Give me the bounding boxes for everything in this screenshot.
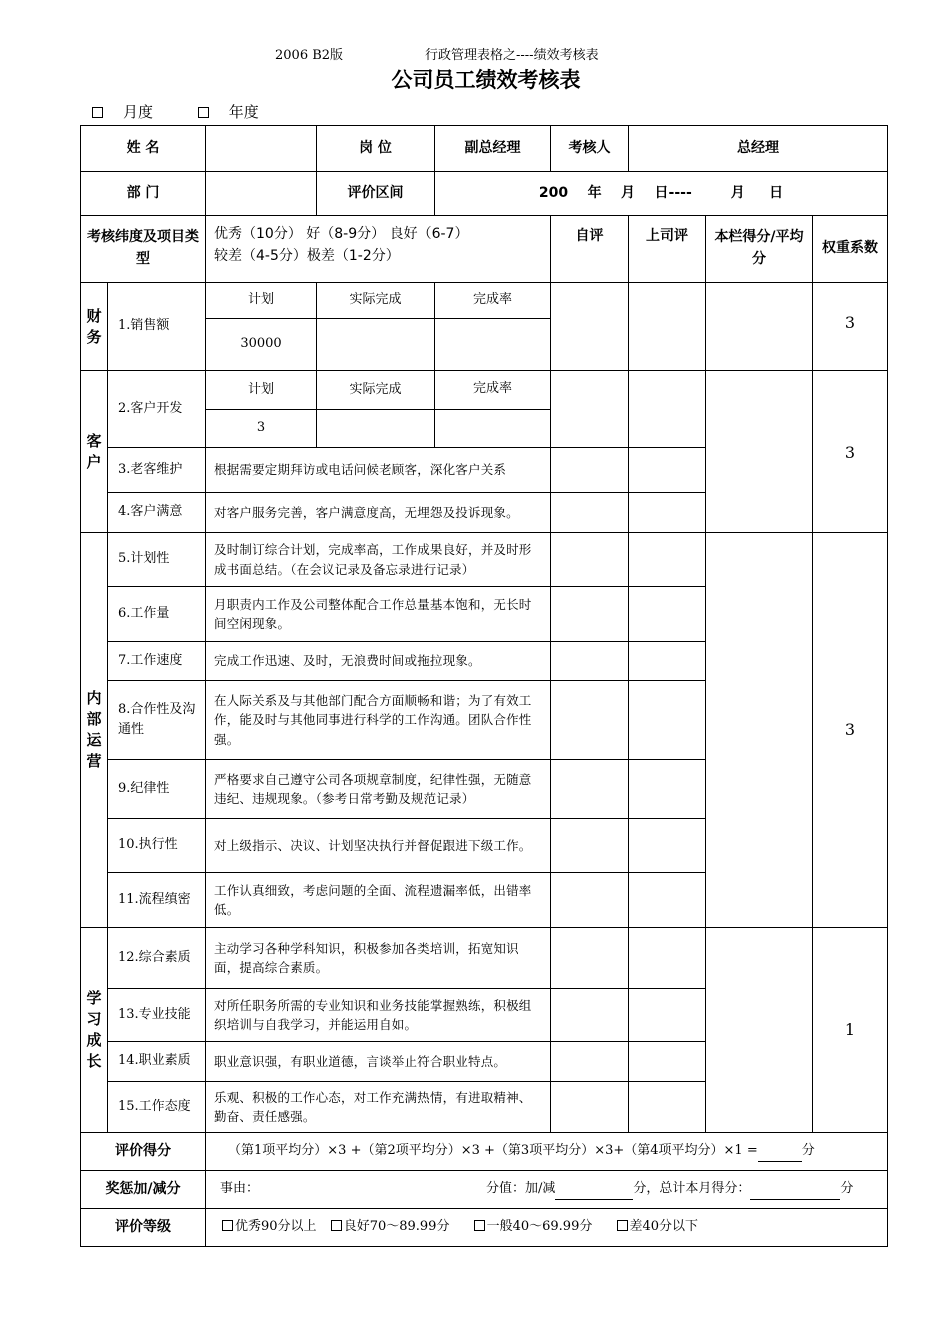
item-label: 8.合作性及沟通性: [108, 681, 206, 760]
dept-field[interactable]: [206, 172, 317, 216]
checkbox-icon[interactable]: [92, 107, 103, 118]
rate-header: 完成率: [435, 283, 551, 319]
grade-poor-option[interactable]: 差40分以下: [617, 1219, 699, 1234]
item-label: 3.老客维护: [108, 448, 206, 493]
weight-value: 3: [813, 533, 888, 928]
grade-excellent-option[interactable]: 优秀90分以上: [222, 1219, 317, 1234]
weight-value: 3: [813, 371, 888, 533]
superior-score-cell[interactable]: [629, 1082, 706, 1133]
checkbox-icon[interactable]: [617, 1220, 628, 1231]
superior-score-cell[interactable]: [629, 1042, 706, 1082]
superior-score-cell[interactable]: [629, 283, 706, 371]
rate-value-cell[interactable]: [435, 410, 551, 448]
dept-label: 部 门: [81, 172, 206, 216]
actual-value-cell[interactable]: [317, 410, 435, 448]
score-avg-header: 本栏得分/平均分: [706, 216, 813, 283]
actual-value-cell[interactable]: [317, 319, 435, 371]
version-label: 2006 B2版: [275, 48, 344, 63]
bonus-value-blank[interactable]: [555, 1179, 633, 1200]
item-label: 14.职业素质: [108, 1042, 206, 1082]
item-description: 及时制订综合计划，完成率高，工作成果良好，并及时形成书面总结。（在会议记录及备忘录进行记录）: [206, 533, 551, 587]
superior-score-cell[interactable]: [629, 819, 706, 873]
self-score-cell[interactable]: [551, 681, 629, 760]
section-score-cell[interactable]: [706, 371, 813, 533]
item-description: 对上级指示、决议、计划坚决执行并督促跟进下级工作。: [206, 819, 551, 873]
actual-header: 实际完成: [317, 371, 435, 410]
appraisal-table: [80, 125, 888, 1247]
superior-score-cell[interactable]: [629, 873, 706, 928]
item-label: 10.执行性: [108, 819, 206, 873]
name-field[interactable]: [206, 126, 317, 172]
item-label: 4.客户满意: [108, 493, 206, 533]
item-description: 工作认真细致，考虑问题的全面、流程遗漏率低，出错率低。: [206, 873, 551, 928]
weight-value: 3: [813, 283, 888, 371]
item-label: 1.销售额: [108, 283, 206, 371]
weight-value: 1: [813, 928, 888, 1133]
total-score-blank[interactable]: [758, 1141, 802, 1162]
period-selector: [92, 101, 299, 122]
superior-score-cell[interactable]: [629, 928, 706, 989]
item-description: 对客户服务完善，客户满意度高，无埋怨及投诉现象。: [206, 493, 551, 533]
item-description: 在人际关系及与其他部门配合方面顺畅和谐；为了有效工作，能及时与其他同事进行科学的工作沟通。团队合作性强。: [206, 681, 551, 760]
bonus-label: 奖惩加/减分: [81, 1171, 206, 1209]
self-score-cell[interactable]: [551, 1082, 629, 1133]
superior-score-cell[interactable]: [629, 533, 706, 587]
item-description: 主动学习各种学科知识，积极参加各类培训，拓宽知识面，提高综合素质。: [206, 928, 551, 989]
grade-label: 评价等级: [81, 1209, 206, 1247]
reviewer-label: 考核人: [551, 126, 629, 172]
month-total-blank[interactable]: [750, 1179, 840, 1200]
grade-good-option[interactable]: 良好70～89.99分: [331, 1219, 450, 1234]
weight-header: 权重系数: [813, 216, 888, 283]
item-description: 乐观、积极的工作心态，对工作充满热情，有进取精神、勤奋、责任感强。: [206, 1082, 551, 1133]
item-description: 完成工作迅速、及时，无浪费时间或拖拉现象。: [206, 642, 551, 681]
score-label: 评价得分: [81, 1133, 206, 1171]
score-formula: （第1项平均分）×3 +（第2项平均分）×3 +（第3项平均分）×3+（第4项平均分）×1 =: [228, 1142, 758, 1158]
checkbox-icon[interactable]: [474, 1220, 485, 1231]
category-finance: 财务: [81, 283, 108, 371]
item-label: 6.工作量: [108, 587, 206, 642]
actual-header: 实际完成: [317, 283, 435, 319]
section-score-cell[interactable]: [706, 533, 813, 928]
plan-header: 计划: [206, 371, 317, 410]
name-label: 姓 名: [81, 126, 206, 172]
interval-label: 评价区间: [317, 172, 435, 216]
superior-score-cell[interactable]: [629, 642, 706, 681]
item-label: 9.纪律性: [108, 760, 206, 819]
self-score-cell[interactable]: [551, 283, 629, 371]
self-score-cell[interactable]: [551, 642, 629, 681]
self-score-cell[interactable]: [551, 533, 629, 587]
self-score-cell[interactable]: [551, 928, 629, 989]
dimension-header: 考核纬度及项目类型: [81, 216, 206, 283]
section-score-cell[interactable]: [706, 928, 813, 1133]
item-label: 12.综合素质: [108, 928, 206, 989]
rate-value-cell[interactable]: [435, 319, 551, 371]
self-score-cell[interactable]: [551, 587, 629, 642]
item-label: 11.流程缜密: [108, 873, 206, 928]
category-operations: 内部运营: [81, 533, 108, 928]
superior-score-cell[interactable]: [629, 681, 706, 760]
self-score-cell[interactable]: [551, 760, 629, 819]
superior-score-cell[interactable]: [629, 989, 706, 1042]
superior-score-cell[interactable]: [629, 448, 706, 493]
item-label: 13.专业技能: [108, 989, 206, 1042]
interval-value[interactable]: 200 年 月 日---- 月 日: [435, 172, 888, 216]
item-description: 对所任职务所需的专业知识和业务技能掌握熟练，积极组织培训与自我学习，并能运用自如。: [206, 989, 551, 1042]
superior-score-cell[interactable]: [629, 587, 706, 642]
rate-header: 完成率: [435, 371, 551, 410]
score-formula-row: （第1项平均分）×3 +（第2项平均分）×3 +（第3项平均分）×3+（第4项平均分）×1 = 分: [206, 1133, 888, 1171]
item-description: 严格要求自己遵守公司各项规章制度，纪律性强，无随意违纪、违规现象。（参考日常考勤及规范记录）: [206, 760, 551, 819]
superior-score-cell[interactable]: [629, 493, 706, 533]
self-score-cell[interactable]: [551, 989, 629, 1042]
self-score-cell[interactable]: [551, 371, 629, 448]
superior-score-cell[interactable]: [629, 760, 706, 819]
checkbox-icon[interactable]: [222, 1220, 233, 1231]
self-header: 自评: [551, 216, 629, 283]
item-description: 月职责内工作及公司整体配合工作总量基本饱和，无长时间空闲现象。: [206, 587, 551, 642]
bonus-row: 事由： 分值：加/减 分，总计本月得分： 分: [206, 1171, 888, 1209]
item-label: 7.工作速度: [108, 642, 206, 681]
plan-value: 30000: [206, 319, 317, 371]
plan-value: 3: [206, 410, 317, 448]
section-score-cell[interactable]: [706, 283, 813, 371]
category-customer: 客户: [81, 371, 108, 533]
item-label: 5.计划性: [108, 533, 206, 587]
scale-header: 优秀（10分） 好（8-9分） 良好（6-7） 较差（4-5分）极差（1-2分）: [206, 216, 551, 283]
self-score-cell[interactable]: [551, 873, 629, 928]
checkbox-icon[interactable]: [331, 1220, 342, 1231]
self-score-cell[interactable]: [551, 1042, 629, 1082]
self-score-cell[interactable]: [551, 493, 629, 533]
checkbox-icon[interactable]: [198, 107, 209, 118]
reason-label: 事由：: [220, 1180, 260, 1196]
superior-header: 上司评: [629, 216, 706, 283]
position-value: 副总经理: [435, 126, 551, 172]
item-label: 15.工作态度: [108, 1082, 206, 1133]
position-label: 岗 位: [317, 126, 435, 172]
category-learning: 学习成长: [81, 928, 108, 1133]
reviewer-value: 总经理: [629, 126, 888, 172]
grade-options: [206, 1209, 888, 1247]
period-annual-option[interactable]: 年度: [198, 103, 279, 121]
item-description: 根据需要定期拜访或电话问候老顾客，深化客户关系: [206, 448, 551, 493]
item-label: 2.客户开发: [108, 371, 206, 448]
grade-normal-option[interactable]: 一般40～69.99分: [474, 1219, 593, 1234]
self-score-cell[interactable]: [551, 448, 629, 493]
plan-header: 计划: [206, 283, 317, 319]
document-subtitle: 行政管理表格之----绩效考核表: [425, 48, 599, 63]
period-monthly-option[interactable]: 月度: [92, 103, 173, 121]
self-score-cell[interactable]: [551, 819, 629, 873]
page-title: 公司员工绩效考核表: [391, 68, 581, 92]
item-description: 职业意识强，有职业道德，言谈举止符合职业特点。: [206, 1042, 551, 1082]
superior-score-cell[interactable]: [629, 371, 706, 448]
